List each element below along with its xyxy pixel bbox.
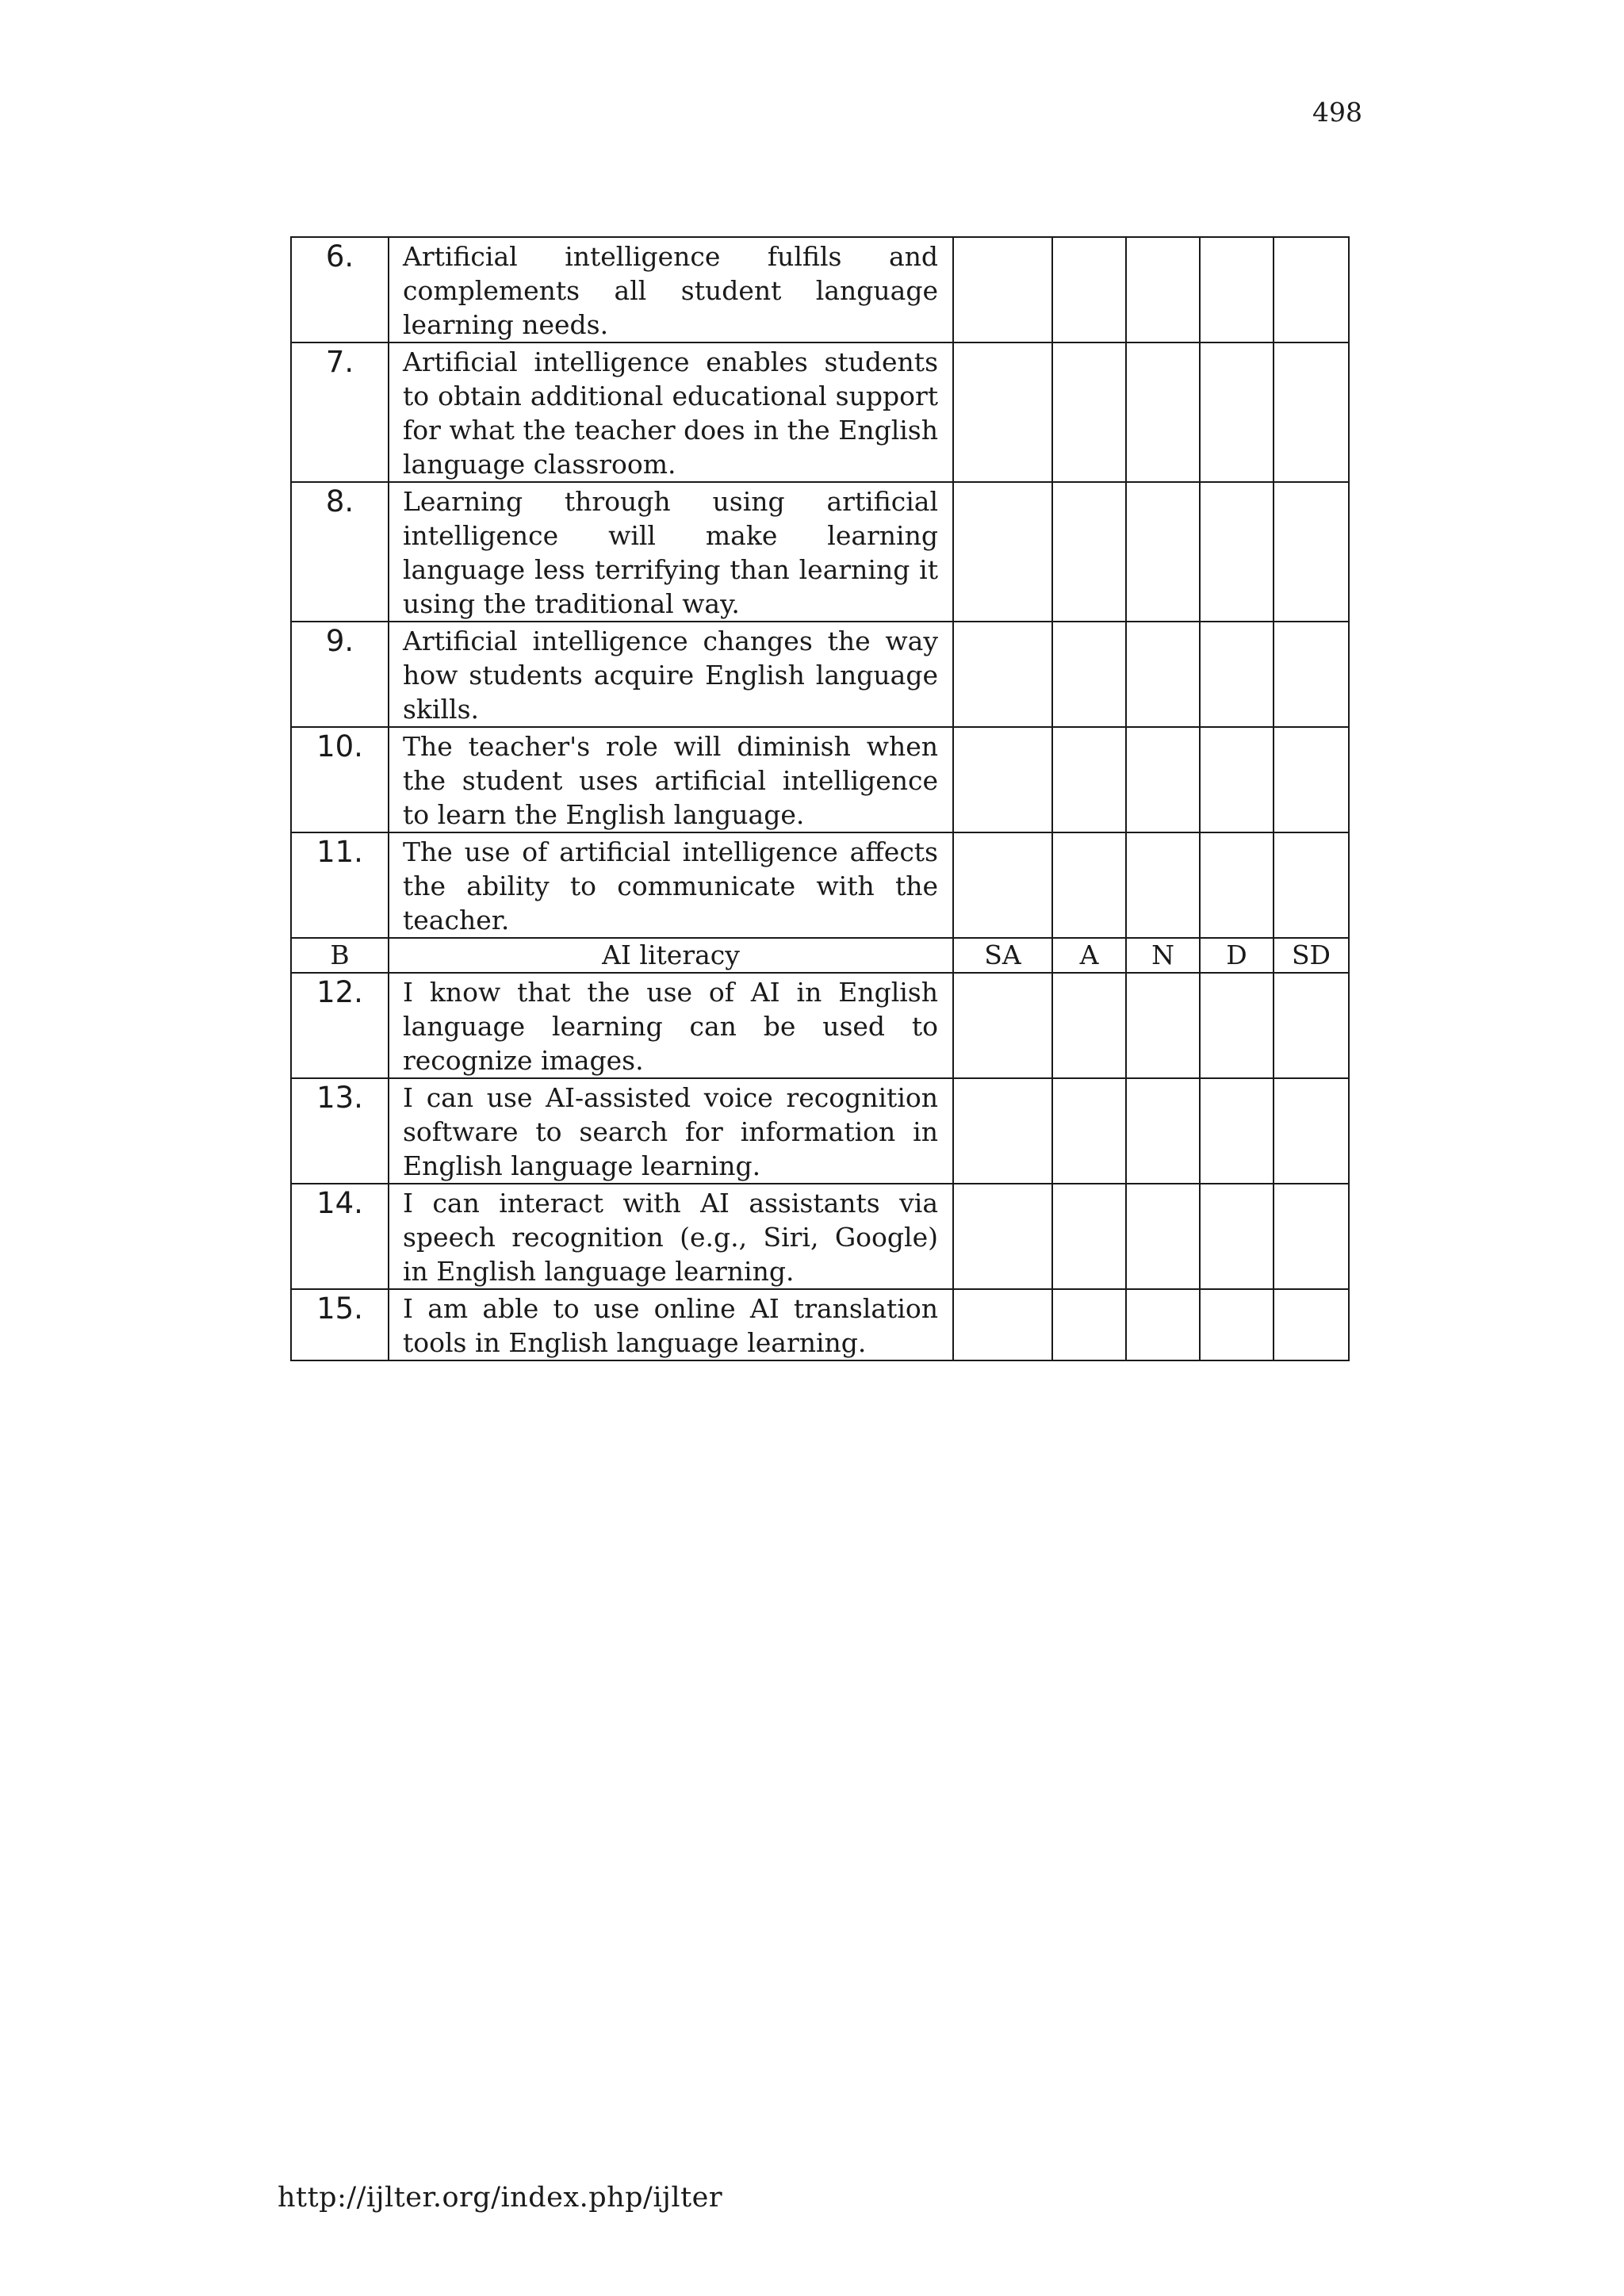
item-number: 7. xyxy=(291,342,389,482)
rating-cell-a[interactable] xyxy=(1052,482,1126,622)
table-row xyxy=(291,237,1349,342)
item-number: 8. xyxy=(291,482,389,622)
scale-header-sa: SA xyxy=(953,938,1052,973)
rating-cell-n[interactable] xyxy=(1126,1289,1200,1360)
table-row xyxy=(291,482,1349,622)
rating-cell-sd[interactable] xyxy=(1274,1184,1349,1289)
rating-cell-sd[interactable] xyxy=(1274,832,1349,938)
item-number: 12. xyxy=(291,973,389,1078)
rating-cell-sa[interactable] xyxy=(953,482,1052,622)
rating-cell-sa[interactable] xyxy=(953,1289,1052,1360)
item-statement: I am able to use online AI translation tools in English language learning. xyxy=(389,1289,953,1360)
item-number: 14. xyxy=(291,1184,389,1289)
rating-cell-n[interactable] xyxy=(1126,832,1200,938)
rating-cell-n[interactable] xyxy=(1126,482,1200,622)
item-statement: Artificial intelligence fulfils and complements all student language learning needs. xyxy=(389,237,953,342)
page-number: 498 xyxy=(1312,97,1362,128)
rating-cell-d[interactable] xyxy=(1200,342,1274,482)
item-number: 11. xyxy=(291,832,389,938)
rating-cell-d[interactable] xyxy=(1200,237,1274,342)
scale-header-sd: SD xyxy=(1274,938,1349,973)
item-statement: I can interact with AI assistants via speech recognition (e.g., Siri, Google) in English language learning. xyxy=(389,1184,953,1289)
footer-url: http://ijlter.org/index.php/ijlter xyxy=(278,2182,723,2214)
rating-cell-sd[interactable] xyxy=(1274,622,1349,727)
rating-cell-d[interactable] xyxy=(1200,973,1274,1078)
item-number: 15. xyxy=(291,1289,389,1360)
rating-cell-sd[interactable] xyxy=(1274,973,1349,1078)
rating-cell-a[interactable] xyxy=(1052,832,1126,938)
item-number: 9. xyxy=(291,622,389,727)
rating-cell-sa[interactable] xyxy=(953,237,1052,342)
rating-cell-n[interactable] xyxy=(1126,622,1200,727)
item-statement: Learning through using artificial intelligence will make learning language less terrifying than learning it using the traditional way. xyxy=(389,482,953,622)
rating-cell-sd[interactable] xyxy=(1274,727,1349,832)
rating-cell-d[interactable] xyxy=(1200,482,1274,622)
item-statement: The teacher's role will diminish when the student uses artificial intelligence to learn the English language. xyxy=(389,727,953,832)
rating-cell-a[interactable] xyxy=(1052,1289,1126,1360)
rating-cell-n[interactable] xyxy=(1126,727,1200,832)
item-statement: Artificial intelligence enables students to obtain additional educational support for what the teacher does in the English language classroom. xyxy=(389,342,953,482)
table-row xyxy=(291,727,1349,832)
rating-cell-n[interactable] xyxy=(1126,237,1200,342)
item-statement: I know that the use of AI in English language learning can be used to recognize images. xyxy=(389,973,953,1078)
table-row xyxy=(291,622,1349,727)
rating-cell-sa[interactable] xyxy=(953,973,1052,1078)
scale-header-d: D xyxy=(1200,938,1274,973)
rating-cell-sd[interactable] xyxy=(1274,1078,1349,1184)
rating-cell-sa[interactable] xyxy=(953,622,1052,727)
item-statement: Artificial intelligence changes the way how students acquire English language skills. xyxy=(389,622,953,727)
rating-cell-sd[interactable] xyxy=(1274,342,1349,482)
item-number: 6. xyxy=(291,237,389,342)
rating-cell-a[interactable] xyxy=(1052,342,1126,482)
rating-cell-sa[interactable] xyxy=(953,1184,1052,1289)
rating-cell-d[interactable] xyxy=(1200,727,1274,832)
table-row xyxy=(291,832,1349,938)
rating-cell-sd[interactable] xyxy=(1274,1289,1349,1360)
rating-cell-a[interactable] xyxy=(1052,622,1126,727)
scale-header-a: A xyxy=(1052,938,1126,973)
questionnaire-table xyxy=(290,236,1350,1361)
table-row xyxy=(291,342,1349,482)
rating-cell-d[interactable] xyxy=(1200,1184,1274,1289)
rating-cell-a[interactable] xyxy=(1052,1184,1126,1289)
rating-cell-n[interactable] xyxy=(1126,1078,1200,1184)
rating-cell-a[interactable] xyxy=(1052,973,1126,1078)
table-row xyxy=(291,973,1349,1078)
section-label: B xyxy=(291,938,389,973)
table-row xyxy=(291,1078,1349,1184)
rating-cell-sd[interactable] xyxy=(1274,482,1349,622)
rating-cell-n[interactable] xyxy=(1126,973,1200,1078)
rating-cell-d[interactable] xyxy=(1200,622,1274,727)
rating-cell-sa[interactable] xyxy=(953,727,1052,832)
section-title: AI literacy xyxy=(389,938,953,973)
item-statement: The use of artificial intelligence affects the ability to communicate with the teacher. xyxy=(389,832,953,938)
rating-cell-sd[interactable] xyxy=(1274,237,1349,342)
rating-cell-a[interactable] xyxy=(1052,237,1126,342)
rating-cell-sa[interactable] xyxy=(953,832,1052,938)
rating-cell-d[interactable] xyxy=(1200,832,1274,938)
rating-cell-sa[interactable] xyxy=(953,342,1052,482)
section-b-header xyxy=(291,938,1349,973)
item-statement: I can use AI-assisted voice recognition software to search for information in English language learning. xyxy=(389,1078,953,1184)
table-row xyxy=(291,1184,1349,1289)
item-number: 13. xyxy=(291,1078,389,1184)
rating-cell-d[interactable] xyxy=(1200,1289,1274,1360)
item-number: 10. xyxy=(291,727,389,832)
scale-header-n: N xyxy=(1126,938,1200,973)
table-row xyxy=(291,1289,1349,1360)
rating-cell-sa[interactable] xyxy=(953,1078,1052,1184)
rating-cell-d[interactable] xyxy=(1200,1078,1274,1184)
rating-cell-a[interactable] xyxy=(1052,727,1126,832)
rating-cell-n[interactable] xyxy=(1126,342,1200,482)
rating-cell-n[interactable] xyxy=(1126,1184,1200,1289)
rating-cell-a[interactable] xyxy=(1052,1078,1126,1184)
